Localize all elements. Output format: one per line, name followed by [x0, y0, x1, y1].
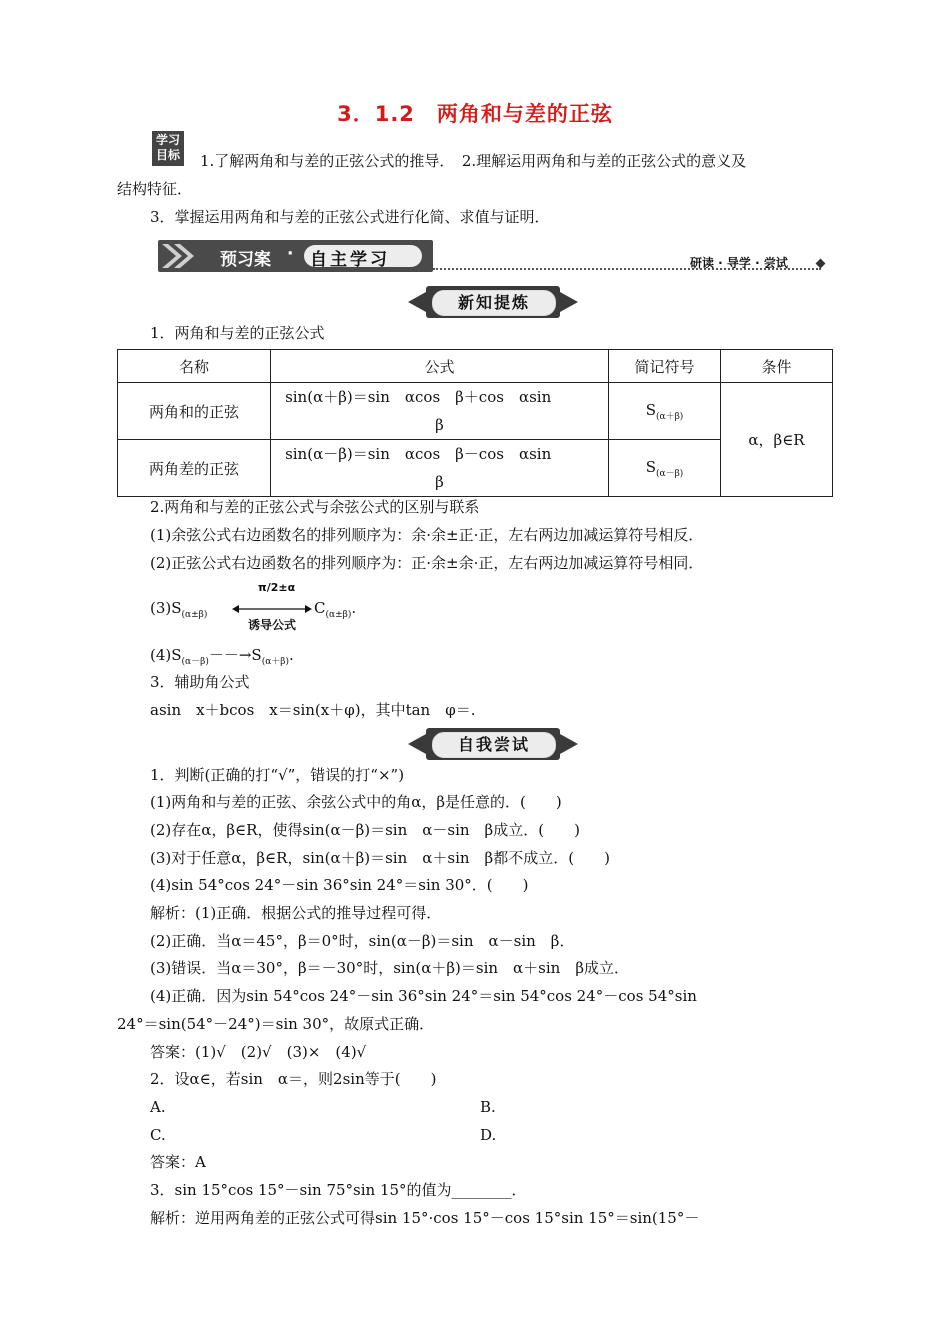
symbol-letter: S [645, 457, 656, 476]
knowledge-item-2: 2.两角和与差的正弦公式与余弦公式的区别与联系 [150, 498, 480, 516]
period: . [351, 599, 357, 617]
learning-goal-badge [152, 131, 184, 166]
page-title: 3．1.2 两角和与差的正弦 [337, 102, 613, 126]
diamond-icon [816, 259, 826, 269]
question-1-2: (2)存在α，β∈R，使得sin(α－β)＝sin α－sin β成立．( ) [150, 821, 580, 839]
question-1-3: (3)对于任意α，β∈R，sin(α＋β)＝sin α＋sin β都不成立．( ) [150, 849, 610, 867]
answer-1: 答案：(1)√ (2)√ (3)× (4)√ [150, 1043, 367, 1061]
answer-2: 答案：A [150, 1153, 206, 1171]
option-d: D. [480, 1126, 497, 1144]
auxiliary-angle-formula: asin x＋bcos x＝sin(x＋φ)，其中tan φ＝. [150, 701, 476, 719]
banner-label-a: 预习案 [220, 250, 271, 270]
s2-letter: S [251, 646, 262, 664]
header-condition: 条件 [721, 350, 833, 383]
arrow-bottom-label: 诱导公式 [248, 618, 297, 632]
knowledge-item-3: 3．辅助角公式 [150, 673, 250, 691]
symbol-subscript: (α－β) [656, 468, 684, 479]
formula-line-a: sin(α－β)＝sin αcos β－cos αsin [285, 445, 552, 463]
table-row [118, 383, 833, 440]
question-2: 2．设α∈，若sin α＝，则2sin等于( ) [150, 1070, 437, 1088]
question-3: 3．sin 15°cos 15°－sin 75°sin 15°的值为________． [150, 1181, 527, 1199]
formula-line-b: β [435, 416, 444, 434]
goal-line-1: 1.了解两角和与差的正弦公式的推导． 2.理解运用两角和与差的正弦公式的意义及 [200, 152, 747, 170]
option-a: A. [150, 1098, 166, 1116]
knowledge-item-2-2: (2)正弦公式右边函数名的排列顺序为：正·余±余·正，左右两边加减运算符号相同． [150, 554, 704, 572]
row-name: 两角差的正弦 [118, 440, 271, 497]
question-1-4: (4)sin 54°cos 24°－sin 36°sin 24°＝sin 30°．( ) [150, 876, 529, 894]
question-1: 1．判断(正确的打“√”，错误的打“×”) [150, 766, 405, 784]
s2-subscript: (α＋β) [261, 657, 290, 667]
analysis-1-4a: (4)正确．因为sin 54°cos 24°－sin 36°sin 24°＝sin 54°cos 24°－cos 54°sin [150, 987, 697, 1005]
double-arrow-icon [232, 604, 312, 614]
section-ribbon-new-knowledge [408, 286, 578, 318]
period: . [289, 646, 294, 664]
preview-banner [158, 240, 433, 272]
formula-line-b: β [435, 473, 444, 491]
condition-cell: α，β∈R [721, 383, 833, 497]
item-prefix: (4)S [150, 646, 182, 664]
section-ribbon-self-test [408, 728, 578, 760]
badge-line-1: 学习 [155, 133, 180, 147]
header-symbol: 简记符号 [609, 350, 721, 383]
row-symbol [609, 440, 721, 497]
formula-table [117, 349, 833, 497]
header-formula: 公式 [271, 350, 609, 383]
row-formula [271, 440, 609, 497]
banner-dot: · [287, 244, 294, 264]
analysis-1-4b: 24°＝sin(54°－24°)＝sin 30°，故原式正确． [117, 1015, 435, 1033]
table-header-row [118, 350, 833, 383]
goal-line-3: 3．掌握运用两角和与差的正弦公式进行化简、求值与证明． [150, 208, 550, 226]
arrow-top-label: π/2±α [258, 581, 296, 594]
analysis-1-2: (2)正确．当α＝45°，β＝0°时，sin(α－β)＝sin α－sin β． [150, 932, 575, 950]
badge-line-2: 目标 [155, 148, 180, 162]
option-b: B. [480, 1098, 496, 1116]
ribbon-label: 新知提炼 [432, 290, 556, 316]
knowledge-item-2-4 [150, 645, 294, 672]
s-subscript: (α－β) [181, 657, 209, 667]
ribbon-label: 自我尝试 [432, 732, 556, 758]
banner-label-b: 自主学习 [310, 250, 390, 270]
analysis-3: 解析：逆用两角差的正弦公式可得sin 15°·cos 15°－cos 15°sin 15°＝sin(15°－ [150, 1209, 700, 1227]
row-name: 两角和的正弦 [118, 383, 271, 440]
option-c: C. [150, 1126, 166, 1144]
symbol-subscript: (α＋β) [656, 411, 684, 422]
knowledge-item-2-3 [150, 598, 207, 625]
s-subscript: (α±β) [181, 610, 208, 620]
analysis-1-3: (3)错误．当α＝30°，β＝－30°时，sin(α＋β)＝sin α＋sin β成立． [150, 959, 629, 977]
banner-subtitle: 研读 · 导学 · 尝试 [690, 256, 788, 270]
knowledge-item-1: 1．两角和与差的正弦公式 [150, 324, 325, 342]
symbol-letter: S [645, 400, 656, 419]
question-1-1: (1)两角和与差的正弦、余弦公式中的角α，β是任意的．( ) [150, 793, 562, 811]
formula-line-a: sin(α＋β)＝sin αcos β＋cos αsin [285, 388, 552, 406]
analysis-1-1: 解析：(1)正确．根据公式的推导过程可得． [150, 904, 442, 922]
goal-line-2: 结构特征． [117, 180, 193, 198]
c-letter: C [314, 599, 326, 617]
item-prefix: (3)S [150, 599, 182, 617]
row-symbol [609, 383, 721, 440]
knowledge-item-2-1: (1)余弦公式右边函数名的排列顺序为：余·余±正·正，左右两边加减运算符号相反． [150, 526, 704, 544]
row-formula [271, 383, 609, 440]
header-name: 名称 [118, 350, 271, 383]
arrow-icon: －－→ [208, 646, 252, 664]
c-subscript: (α±β) [325, 610, 352, 620]
knowledge-item-2-3-c [314, 598, 356, 625]
